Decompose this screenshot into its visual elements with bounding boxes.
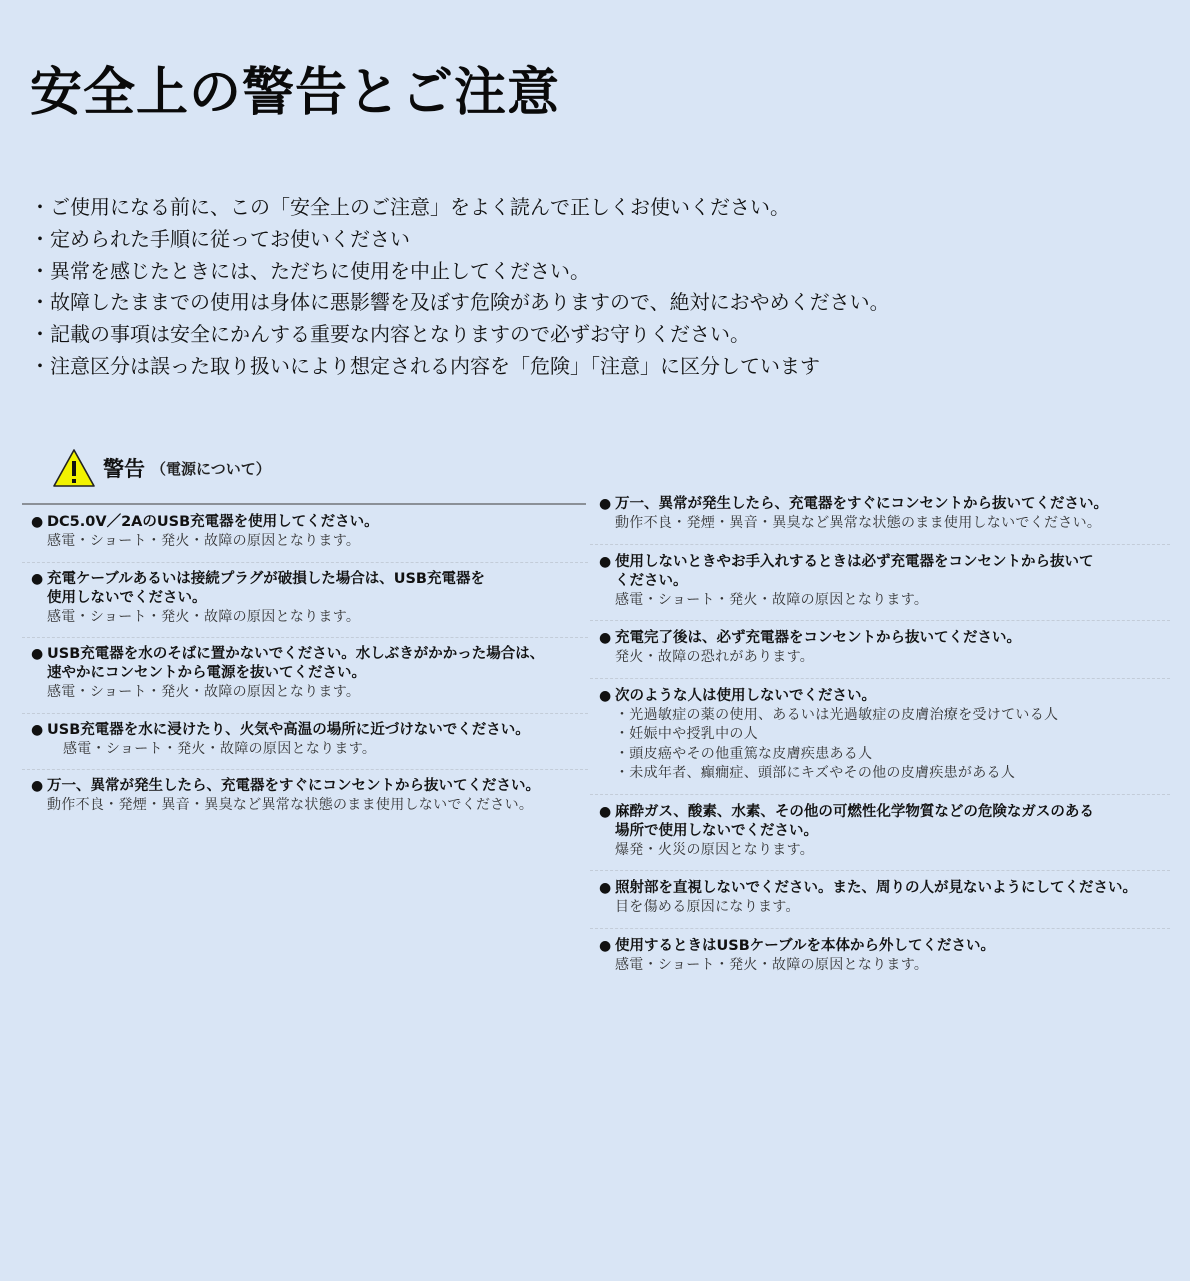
warning-subtitle: （電源について） (151, 459, 271, 478)
warning-item (22, 714, 588, 771)
bullet-icon: ● (599, 803, 612, 820)
bullet-icon: ● (599, 937, 612, 954)
bullet-icon: ● (599, 630, 612, 646)
warning-item-detail: 感電・ショート・発火・故障の原因となります。 (63, 740, 377, 757)
warning-item-detail: 発火・故障の恐れがあります。 (615, 649, 815, 665)
warning-list-right (590, 487, 1170, 985)
warning-item (22, 506, 588, 563)
bullet-icon: ● (31, 514, 44, 530)
warning-item (590, 795, 1170, 872)
bullet-icon: ● (31, 721, 44, 738)
warning-item (590, 545, 1170, 622)
warning-item (22, 770, 588, 826)
bullet-icon: ● (599, 687, 612, 704)
warning-item (590, 487, 1170, 545)
warning-item-heading: USB充電器を水のそばに置かないでください。水しぶきがかかった場合は、 速やかにコンセントから電源を抜いてください。 (47, 646, 545, 681)
warning-item-heading: 麻酔ガス、酸素、水素、その他の可燃性化学物質などの危険なガスのある 場所で使用しないでください。 (615, 803, 1094, 839)
warning-item-heading: 使用するときはUSBケーブルを本体から外してください。 (615, 937, 995, 954)
warning-title: 警告 (103, 457, 145, 481)
warning-item-heading: DC5.0V／2AのUSB充電器を使用してください。 (47, 514, 379, 530)
intro-note: ・異常を感じたときには、ただちに使用を中止してください。 (30, 258, 590, 283)
intro-note: ・故障したままでの使用は身体に悪影響を及ぼす危険がありますので、絶対におやめください。 (30, 290, 890, 315)
warning-list-left (22, 506, 588, 826)
warning-item-detail: 動作不良・発煙・異音・異臭など異常な状態のまま使用しないでください。 (47, 797, 534, 813)
warning-item (22, 563, 588, 639)
intro-note: ・ご使用になる前に、この「安全上のご注意」をよく読んで正しくお使いください。 (30, 195, 790, 219)
warning-item (590, 929, 1170, 986)
section-divider (22, 503, 586, 505)
warning-item-detail: 爆発・火災の原因となります。 (615, 841, 815, 858)
bullet-icon: ● (31, 778, 44, 794)
bullet-icon: ● (31, 570, 44, 587)
intro-notes (30, 192, 890, 383)
warning-item-heading: USB充電器を水に浸けたり、火気や高温の場所に近づけないでください。 (47, 721, 530, 738)
intro-note: ・定められた手順に従ってお使いください (30, 226, 410, 251)
bullet-icon: ● (599, 880, 612, 896)
warning-item-detail: 感電・ショート・発火・故障の原因となります。 (615, 956, 929, 973)
page-title: 安全上の警告とご注意 (30, 63, 561, 123)
warning-item-detail: 感電・ショート・発火・故障の原因となります。 (47, 533, 361, 549)
warning-triangle-icon (52, 448, 96, 488)
warning-item-heading: 万一、異常が発生したら、充電器をすぐにコンセントから抜いてください。 (615, 496, 1108, 512)
warning-item-detail: 感電・ショート・発火・故障の原因となります。 (47, 608, 361, 625)
warning-item-detail: 感電・ショート・発火・故障の原因となります。 (615, 591, 929, 608)
warning-item (590, 679, 1170, 795)
bullet-icon: ● (599, 496, 612, 512)
intro-note: ・記載の事項は安全にかんする重要な内容となりますので必ずお守りください。 (30, 322, 750, 347)
warning-item-detail: 感電・ショート・発火・故障の原因となります。 (47, 684, 361, 700)
warning-item (590, 621, 1170, 679)
warning-item-heading: 照射部を直視しないでください。また、周りの人が見ないようにしてください。 (615, 880, 1137, 896)
warning-header (52, 448, 271, 488)
warning-item-detail: 目を傷める原因になります。 (615, 899, 800, 915)
warning-item-heading: 充電ケーブルあるいは接続プラグが破損した場合は、USB充電器を 使用しないでください。 (47, 570, 485, 606)
bullet-icon: ● (599, 553, 612, 570)
warning-item-heading: 充電完了後は、必ず充電器をコンセントから抜いてください。 (615, 630, 1021, 646)
intro-note: ・注意区分は誤った取り扱いにより想定される内容を「危険」「注意」に区分しています (30, 353, 820, 378)
bullet-icon: ● (31, 646, 44, 662)
warning-item-heading: 次のような人は使用しないでください。 (615, 687, 876, 704)
warning-item-detail: ・光過敏症の薬の使用、あるいは光過敏症の皮膚治療を受けている人 ・妊娠中や授乳中の人 ・頭皮癌やその他重篤な皮膚疾患ある人 ・未成年者、癲癇症、頭部にキズやその他の皮膚疾患がある人 (615, 706, 1059, 781)
warning-item (590, 871, 1170, 929)
warning-item (22, 638, 588, 714)
warning-item-heading: 万一、異常が発生したら、充電器をすぐにコンセントから抜いてください。 (47, 778, 540, 794)
warning-item-detail: 動作不良・発煙・異音・異臭など異常な状態のまま使用しないでください。 (615, 515, 1102, 531)
warning-item-heading: 使用しないときやお手入れするときは必ず充電器をコンセントから抜いて ください。 (615, 553, 1094, 589)
